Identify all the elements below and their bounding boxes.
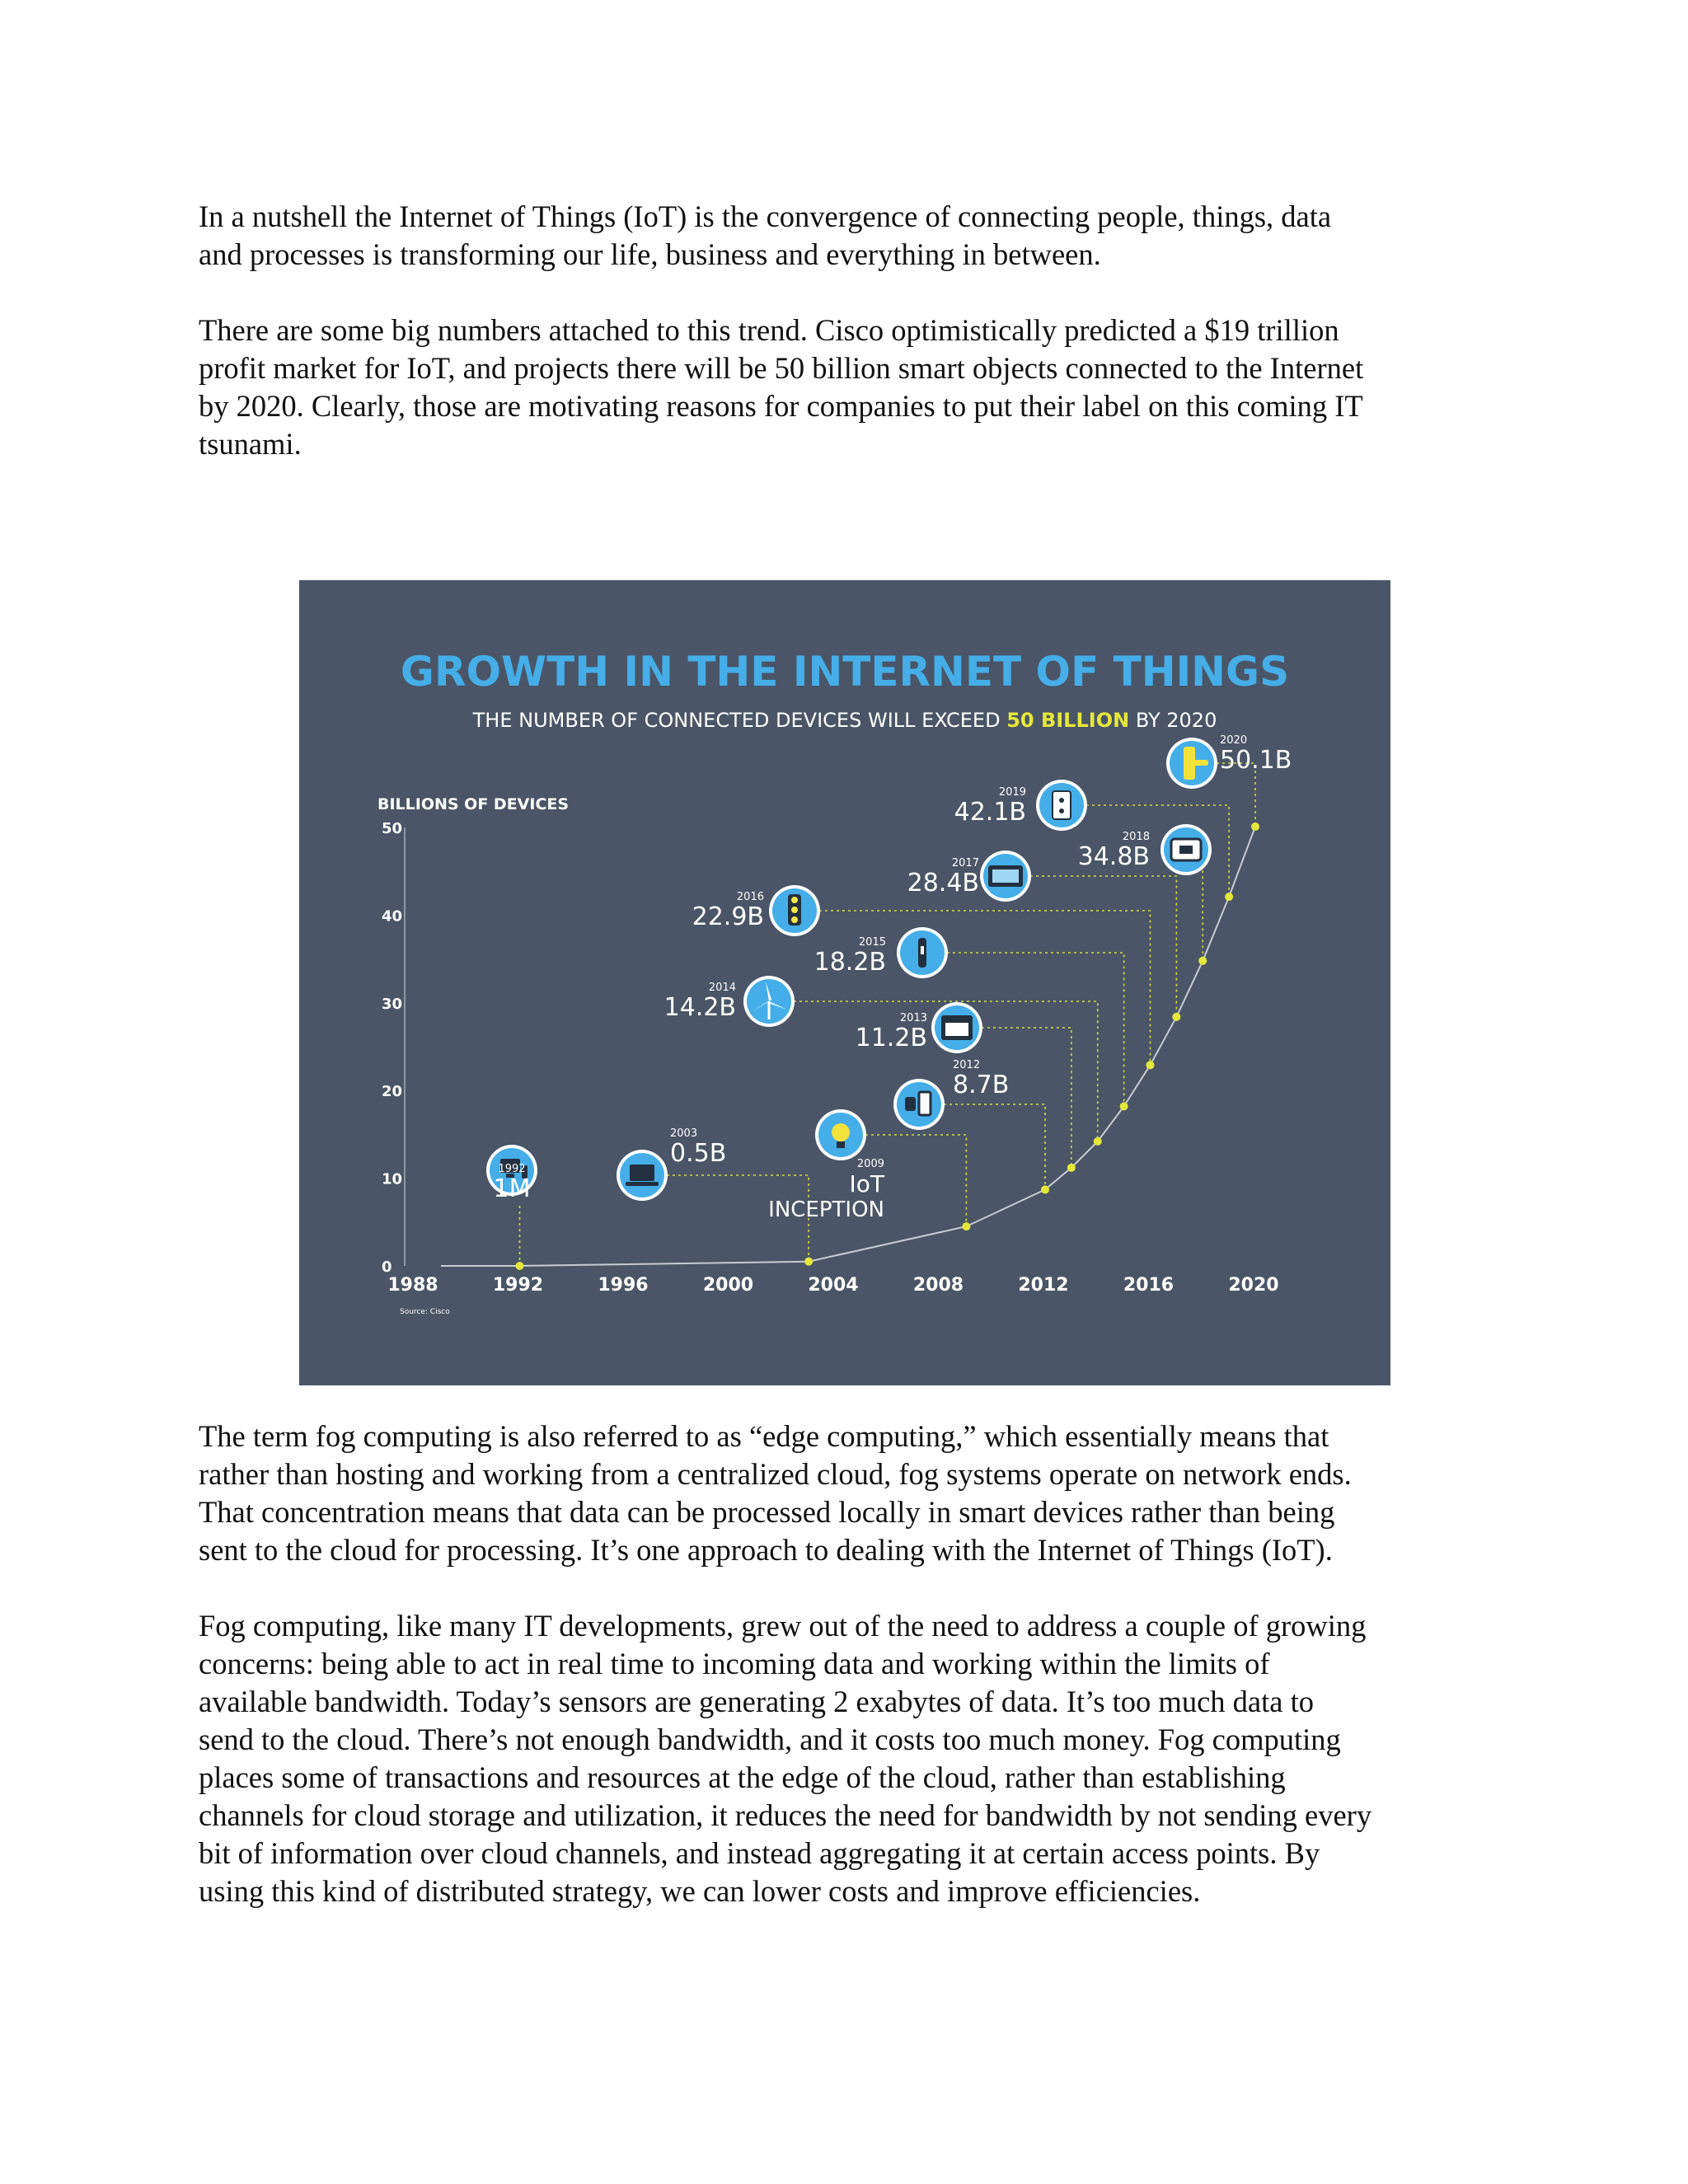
data-point — [1251, 823, 1259, 831]
year-label: 2020 — [1220, 734, 1248, 747]
traffic-light-icon — [769, 885, 820, 936]
year-label: 2003 — [670, 1127, 698, 1140]
value-label: 22.9B — [692, 902, 764, 931]
text-line: That concentration means that data can be processed locally in smart devices rather than being — [199, 1495, 1335, 1529]
value-label: 18.2B — [814, 948, 886, 977]
value-label: IoT — [849, 1170, 884, 1197]
subtitle-text-end: BY 2020 — [1129, 709, 1217, 732]
text-line: by 2020. Clearly, those are motivating reasons for companies to put their label on this coming IT — [199, 389, 1363, 423]
year-label: 1992 — [498, 1163, 526, 1175]
value-label: 14.2B — [663, 993, 736, 1022]
text-line: bit of information over cloud channels, and instead aggregating it at certain access points. By — [199, 1836, 1320, 1870]
year-label: 2017 — [951, 857, 979, 869]
text-line: tsunami. — [199, 427, 302, 461]
year-label: 2014 — [708, 982, 736, 994]
iot-growth-chart — [299, 580, 1390, 1385]
text-line: send to the cloud. There’s not enough bandwidth, and it costs too much money. Fog computing — [199, 1722, 1341, 1756]
subtitle-text: THE NUMBER OF CONNECTED DEVICES WILL EXCEED — [472, 709, 1007, 732]
value-label: 50.1B — [1220, 746, 1292, 775]
callouts — [486, 734, 1292, 1222]
text-line: profit market for IoT, and projects there will be 50 billion smart objects connected to the Internet — [199, 351, 1364, 385]
leader-line — [944, 1104, 1045, 1189]
intro-paragraph — [199, 198, 1484, 274]
text-line: places some of transactions and resources at the edge of the cloud, rather than establishing — [199, 1760, 1286, 1794]
text-line: In a nutshell the Internet of Things (IoT) is the convergence of connecting people, things, data — [199, 199, 1332, 233]
data-point — [1067, 1164, 1076, 1172]
year-label: 2015 — [858, 936, 886, 949]
value-label: 0.5B — [670, 1139, 727, 1168]
data-point — [804, 1258, 813, 1266]
bandwidth-paragraph — [199, 1607, 1484, 1910]
text-line: concerns: being able to act in real time to incoming data and working within the limits of — [199, 1647, 1270, 1680]
y-tick-label: 50 — [382, 820, 403, 837]
y-tick-label: 10 — [382, 1170, 403, 1188]
leader-line — [1030, 876, 1176, 1017]
value-label: 8.7B — [953, 1071, 1010, 1099]
y-tick-label: 0 — [382, 1258, 392, 1276]
data-point — [1225, 893, 1233, 901]
wearable-icon — [897, 927, 948, 978]
year-label: 2012 — [953, 1059, 981, 1071]
door-handle-icon — [1166, 738, 1217, 789]
iot-growth-infographic — [299, 580, 1390, 1385]
y-tick-label: 20 — [382, 1083, 403, 1101]
oven-icon — [931, 1002, 982, 1053]
value-label-second: INCEPTION — [768, 1197, 884, 1222]
data-point — [1146, 1061, 1155, 1069]
value-label: 34.8B — [1077, 842, 1150, 871]
lightbulb-icon — [815, 1109, 866, 1160]
wind-turbine-icon — [743, 976, 795, 1027]
text-line: channels for cloud storage and utilization, it reduces the need for bandwidth by not sending every — [199, 1798, 1372, 1832]
chart-subtitle — [472, 709, 1217, 732]
subtitle-highlight: 50 BILLION — [1006, 709, 1130, 732]
text-line: The term fog computing is also referred to as “edge computing,” which essentially means that — [199, 1419, 1329, 1453]
x-tick-label: 2012 — [1018, 1275, 1069, 1296]
data-point — [1094, 1137, 1102, 1146]
text-line: available bandwidth. Today’s sensors are generating 2 exabytes of data. It’s too much data to — [199, 1685, 1314, 1718]
data-point — [1120, 1102, 1128, 1110]
x-tick-label: 1992 — [492, 1275, 544, 1296]
year-label: 2009 — [856, 1158, 884, 1170]
x-tick-label: 2004 — [808, 1275, 859, 1296]
laptop-icon — [617, 1150, 668, 1201]
x-tick-label: 2016 — [1123, 1275, 1175, 1296]
data-point — [1198, 957, 1207, 965]
x-tick-label: 2000 — [702, 1275, 754, 1296]
x-tick-label: 2020 — [1228, 1275, 1279, 1296]
numbers-paragraph — [199, 312, 1484, 463]
data-point — [516, 1262, 524, 1270]
text-line: rather than hosting and working from a centralized cloud, fog systems operate on network ends. — [199, 1457, 1352, 1491]
x-tick-label: 2008 — [912, 1275, 964, 1296]
tv-icon — [980, 851, 1031, 902]
value-label: 42.1B — [954, 798, 1026, 827]
year-label: 2013 — [899, 1012, 927, 1024]
x-ticks — [387, 1275, 1278, 1296]
value-label: 1M — [493, 1174, 531, 1203]
source-note: Source: Cisco — [400, 1308, 450, 1316]
y-tick-label: 40 — [382, 907, 403, 926]
value-label: 28.4B — [907, 869, 979, 898]
text-line: and processes is transforming our life, business and everything in between. — [199, 237, 1101, 271]
y-axis-label: BILLIONS OF DEVICES — [377, 795, 570, 813]
year-label: 2016 — [736, 891, 764, 903]
thermostat-icon — [1160, 824, 1212, 875]
text-line: sent to the cloud for processing. It’s one approach to dealing with the Internet of Things (IoT). — [199, 1533, 1333, 1567]
y-ticks — [382, 820, 402, 1276]
fog-computing-paragraph — [199, 1418, 1484, 1569]
year-label: 2018 — [1122, 831, 1150, 843]
x-tick-label: 1996 — [598, 1275, 649, 1296]
wall-socket-icon — [1036, 780, 1087, 831]
watch-phone-icon — [893, 1079, 945, 1130]
text-line: Fog computing, like many IT developments, grew out of the need to address a couple of growing — [199, 1609, 1367, 1643]
text-line: using this kind of distributed strategy, we can lower costs and improve efficiencies. — [199, 1874, 1201, 1908]
data-point — [962, 1222, 970, 1230]
text-line: There are some big numbers attached to this trend. Cisco optimistically predicted a $19 trillion — [199, 313, 1339, 347]
data-point — [1041, 1185, 1049, 1193]
value-label: 11.2B — [855, 1024, 927, 1052]
y-tick-label: 30 — [382, 995, 403, 1013]
year-label: 2019 — [998, 786, 1026, 799]
chart-title: GROWTH IN THE INTERNET OF THINGS — [400, 648, 1290, 696]
data-point — [1172, 1013, 1180, 1021]
x-tick-label: 1988 — [387, 1275, 438, 1296]
